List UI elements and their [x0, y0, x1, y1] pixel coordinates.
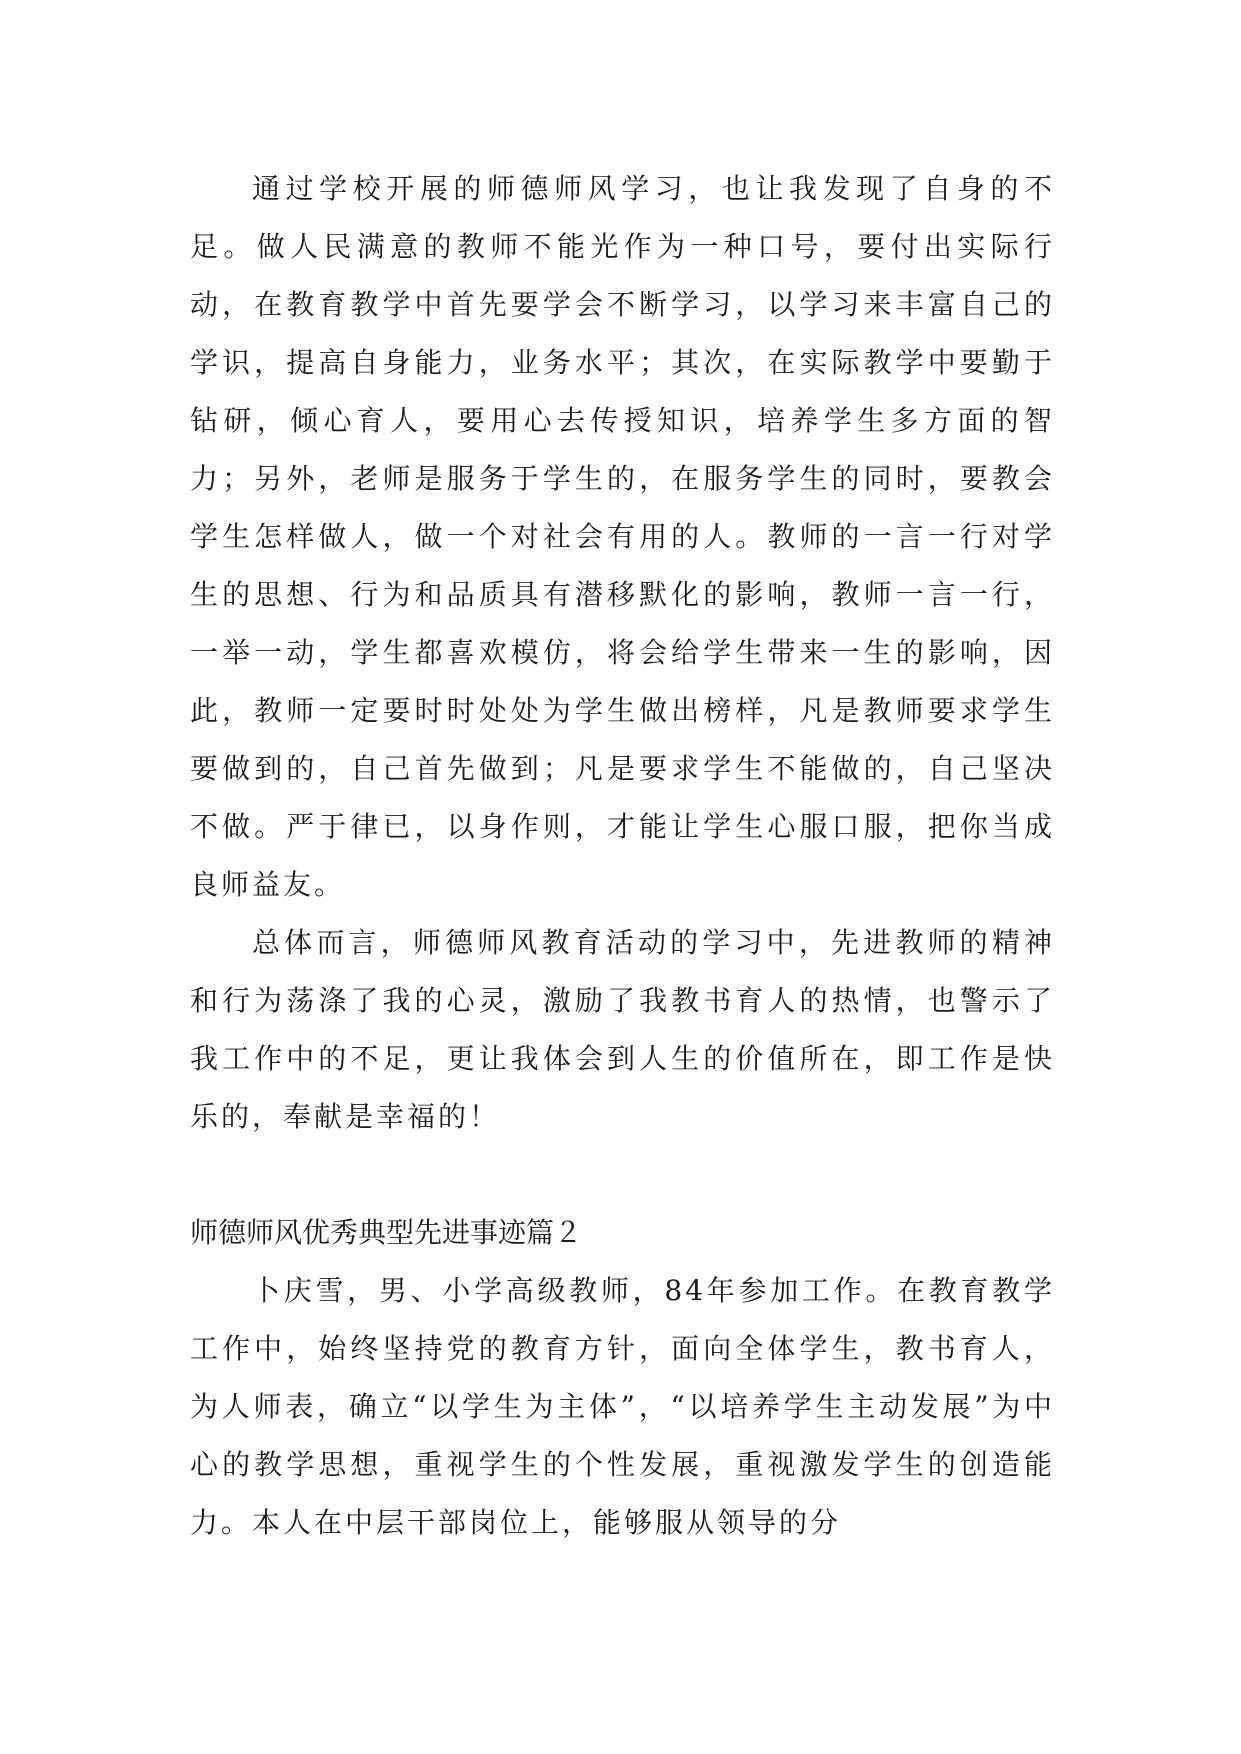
- paragraph-summary: 总体而言，师德师风教育活动的学习中，先进教师的精神和行为荡涤了我的心灵，激励了我教书育人的热情，也警示了我工作中的不足，更让我体会到人生的价值所在，即工作是快乐的，奉献是幸福的！: [190, 926, 1055, 1133]
- section-heading: 师德师风优秀典型先进事迹篇２: [190, 1216, 583, 1249]
- paragraph-self-reflection: 通过学校开展的师德师风学习，也让我发现了自身的不足。做人民满意的教师不能光作为一种口号，要付出实际行动，在教育教学中首先要学会不断学习，以学习来丰富自己的学识，提高自身能力，业务水平；其次，在实际教学中要勤于钻研，倾心育人，要用心去传授知识，培养学生多方面的智力；另外，老师是服务于学生的，在服务学生的同时，要教会学生怎样做人，做一个对社会有用的人。教师的一言一行对学生的思想、行为和品质具有潜移默化的影响，教师一言一行，一举一动，学生都喜欢模仿，将会给学生带来一生的影响，因此，教师一定要时时处处为学生做出榜样，凡是教师要求学生要做到的，自己首先做到；凡是要求学生不能做的，自己坚决不做。严于律已，以身作则，才能让学生心服口服，把你当成良师益友。: [190, 172, 1055, 901]
- document-body: [190, 160, 1055, 1552]
- paragraph-teacher-profile: 卜庆雪，男、小学高级教师，84年参加工作。在教育教学工作中，始终坚持党的教育方针，面向全体学生，教书育人，为人师表，确立“以学生为主体”，“以培养学生主动发展”为中心的教学思想，重视学生的个性发展，重视激发学生的创造能力。本人在中层干部岗位上，能够服从领导的分: [190, 1274, 1055, 1539]
